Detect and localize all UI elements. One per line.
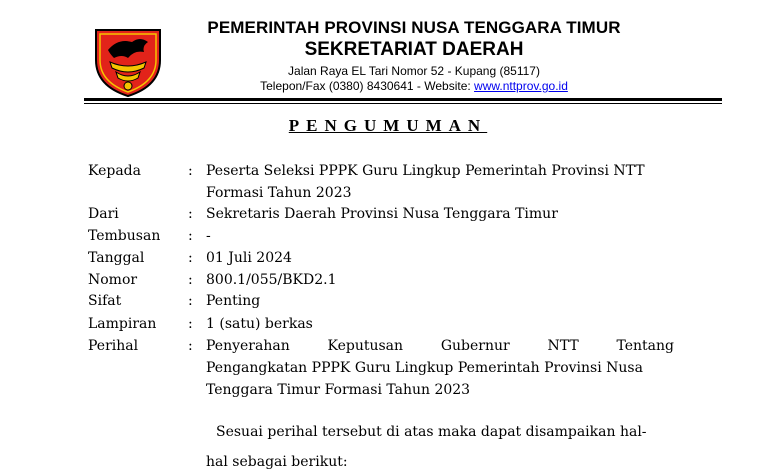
field-value: - [206, 228, 211, 244]
field-value-line: Peserta Seleksi PPPK Guru Lingkup Pemerintah Provinsi NTT [206, 163, 645, 179]
field-label: Perihal [88, 338, 139, 354]
ntt-emblem-logo [88, 20, 168, 100]
field-value: Sekretaris Daerah Provinsi Nusa Tenggara Timur [206, 206, 558, 222]
field-value: 800.1/055/BKD2.1 [206, 272, 337, 288]
letterhead-secretariat: SEKRETARIAT DAERAH [304, 39, 524, 60]
field-colon: : [188, 250, 193, 266]
letterhead-address: Jalan Raya EL Tari Nomor 52 - Kupang (85117) [288, 64, 540, 78]
document-title: PENGUMUMAN [288, 116, 488, 135]
field-colon: : [188, 163, 193, 179]
field-value-line: Pengangkatan PPPK Guru Lingkup Pemerintah Provinsi Nusa [206, 360, 643, 376]
body-paragraph-line: hal sebagai berikut: [206, 454, 348, 470]
field-colon: : [188, 316, 193, 332]
letterhead-rule-thick [84, 98, 722, 101]
field-value [206, 160, 676, 204]
letterhead-rule-thin [84, 103, 722, 104]
contact-phone: Telepon/Fax (0380) 8430641 - Website: [260, 79, 475, 93]
website-link[interactable]: www.nttprov.go.id [474, 79, 568, 93]
field-label: Tanggal [88, 250, 145, 266]
field-label: Nomor [88, 272, 138, 288]
field-colon: : [188, 272, 193, 288]
letterhead-government: PEMERINTAH PROVINSI NUSA TENGGARA TIMUR [207, 18, 621, 37]
field-value: 01 Juli 2024 [206, 250, 292, 266]
field-label: Sifat [88, 293, 122, 309]
field-value [206, 335, 674, 401]
field-value-line: Formasi Tahun 2023 [206, 185, 352, 201]
field-colon: : [188, 228, 193, 244]
field-label: Tembusan [88, 228, 161, 244]
field-value-line: Tenggara Timur Formasi Tahun 2023 [206, 382, 471, 398]
field-label: Kepada [88, 163, 141, 179]
field-perihal [88, 335, 678, 401]
field-value: 1 (satu) berkas [206, 316, 313, 332]
field-label: Dari [88, 206, 119, 222]
field-colon: : [188, 206, 193, 222]
letterhead-contact [178, 79, 650, 93]
field-colon: : [188, 293, 193, 309]
field-colon: : [188, 338, 193, 354]
field-label: Lampiran [88, 316, 157, 332]
field-value: Penting [206, 293, 261, 309]
field-kepada [88, 160, 678, 204]
field-value-line: Penyerahan Keputusan Gubernur NTT Tentang [206, 338, 674, 354]
body-paragraph-line: Sesuai perihal tersebut di atas maka dapat disampaikan hal- [216, 424, 647, 440]
